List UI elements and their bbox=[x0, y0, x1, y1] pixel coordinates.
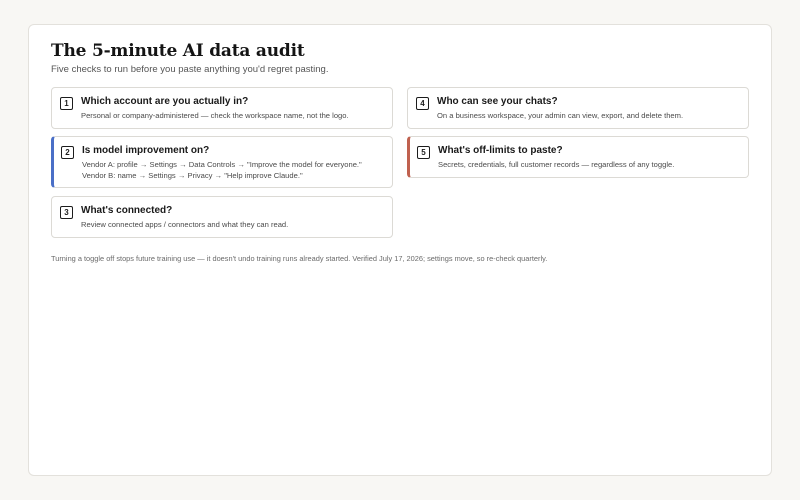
check-number-badge: 1 bbox=[60, 97, 73, 110]
check-card-model-improvement bbox=[51, 136, 393, 188]
check-number-badge: 5 bbox=[417, 146, 430, 159]
check-title: What's off-limits to paste? bbox=[438, 145, 563, 156]
check-number-badge: 4 bbox=[416, 97, 429, 110]
check-card-connected bbox=[51, 196, 393, 238]
check-title: What's connected? bbox=[81, 205, 173, 216]
vendor-b-path: Vendor B: name → Settings → Privacy → "Help improve Claude." bbox=[82, 171, 303, 180]
check-title: Who can see your chats? bbox=[437, 96, 558, 107]
page-title: The 5-minute AI data audit bbox=[51, 41, 305, 61]
page-subtitle: Five checks to run before you paste anything you'd regret pasting. bbox=[51, 64, 329, 75]
check-title: Which account are you actually in? bbox=[81, 96, 249, 107]
check-card-chat-visibility bbox=[407, 87, 749, 129]
check-card-account bbox=[51, 87, 393, 129]
audit-panel bbox=[28, 24, 772, 476]
check-description: Personal or company-administered — check the workspace name, not the logo. bbox=[81, 111, 349, 120]
check-card-off-limits bbox=[407, 136, 749, 178]
check-description: On a business workspace, your admin can view, export, and delete them. bbox=[437, 111, 684, 120]
check-number-badge: 2 bbox=[61, 146, 74, 159]
check-description: Secrets, credentials, full customer records — regardless of any toggle. bbox=[438, 160, 675, 169]
vendor-a-path: Vendor A: profile → Settings → Data Controls → "Improve the model for everyone." bbox=[82, 160, 362, 169]
check-description: Review connected apps / connectors and what they can read. bbox=[81, 220, 289, 229]
check-title: Is model improvement on? bbox=[82, 145, 210, 156]
check-number-badge: 3 bbox=[60, 206, 73, 219]
footnote: Turning a toggle off stops future training use — it doesn't undo training runs already started. Verified July 17, 2026; settings move, so re-check quarterly. bbox=[51, 254, 548, 263]
